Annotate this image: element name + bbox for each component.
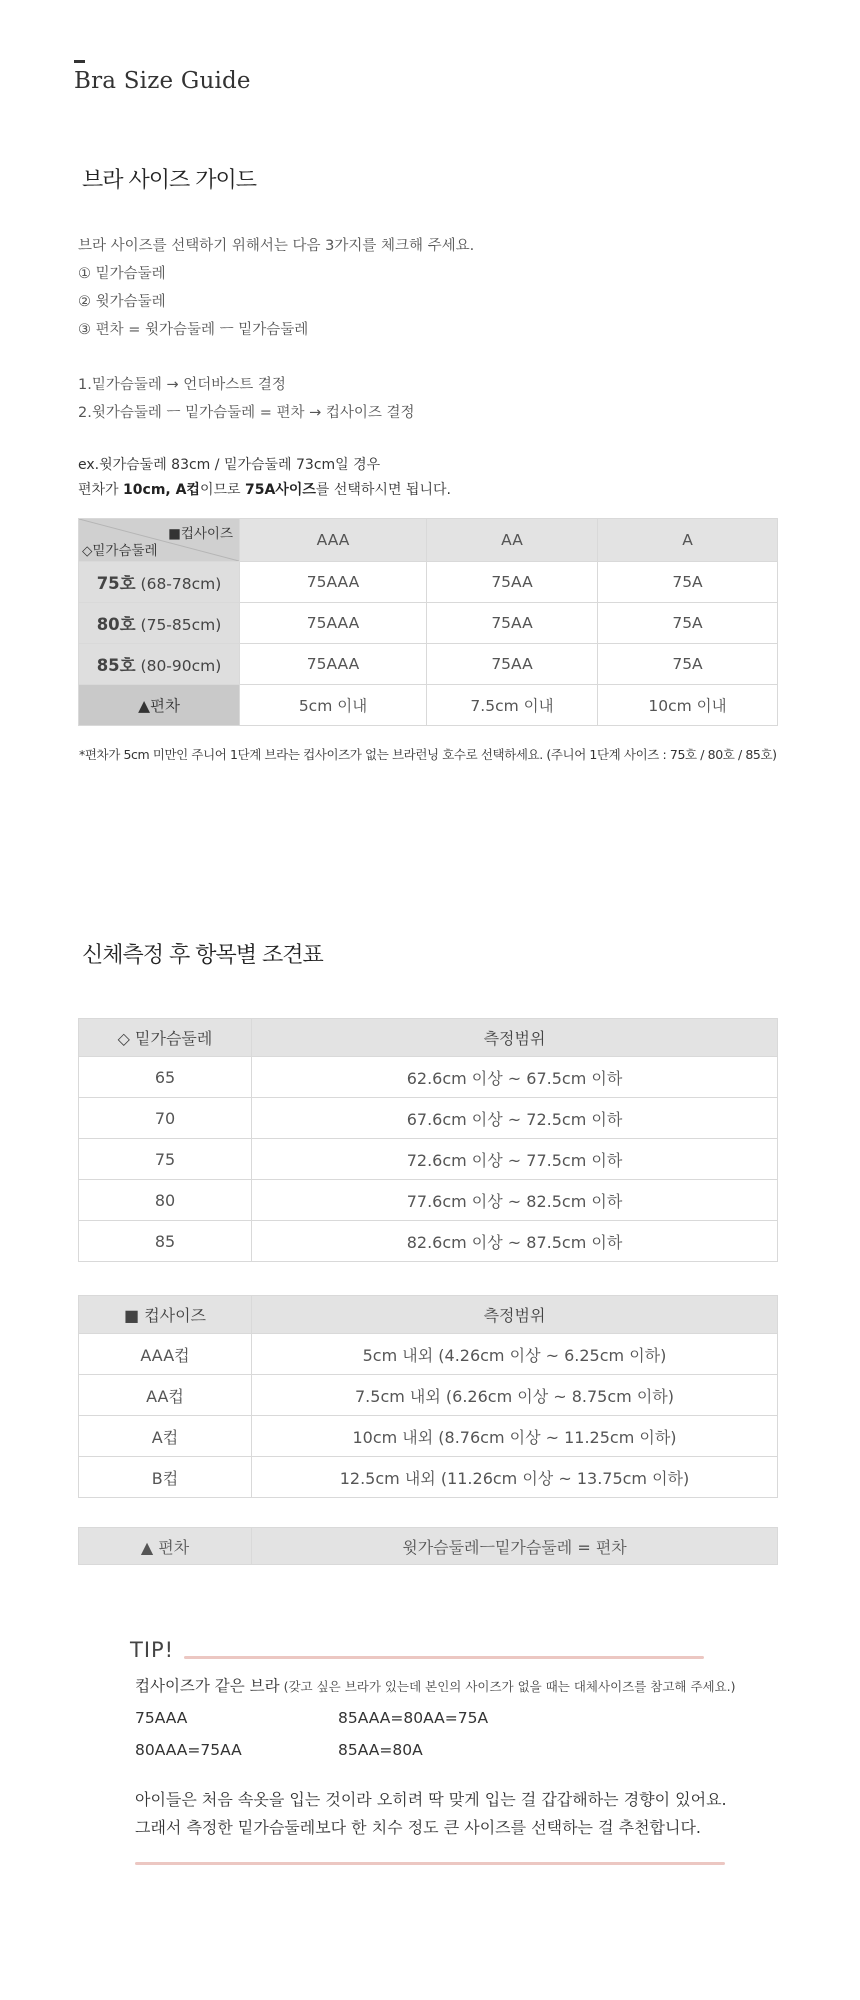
table-row-deviation <box>79 685 778 726</box>
table-cell: 75A <box>598 603 778 644</box>
intro-line: ② 윗가슴둘레 <box>78 294 166 310</box>
table-cell: 62.6cm 이상 ~ 67.5cm 이하 <box>252 1057 778 1098</box>
table-cell: 5cm 내외 (4.26cm 이상 ~ 6.25cm 이하) <box>252 1334 778 1375</box>
table-row <box>79 1221 778 1262</box>
table-cell: 7.5cm 이내 <box>427 685 598 726</box>
example-text <box>78 453 451 503</box>
table-corner-cell <box>79 519 240 562</box>
column-header: ■ 컵사이즈 <box>79 1296 252 1334</box>
page-title: Bra Size Guide <box>74 68 251 94</box>
advice-line: 그래서 측정한 밑가슴둘레보다 한 치수 정도 큰 사이즈를 선택하는 걸 추천합니다. <box>135 1818 701 1837</box>
row-label: ▲편차 <box>79 685 240 726</box>
equivalent-sizes-row <box>135 1702 736 1734</box>
intro-line: ③ 편차 = 윗가슴둘레 ㅡ 밑가슴둘레 <box>78 322 309 338</box>
row-label: 75호 (68-78cm) <box>79 562 240 603</box>
section-heading-measurement-chart: 신체측정 후 항목별 조견표 <box>82 938 323 969</box>
table-header-row <box>79 1296 778 1334</box>
table-cell: 윗가슴둘레ㅡ밑가슴둘레 = 편차 <box>252 1528 778 1565</box>
equivalent-size: 85AA=80A <box>338 1741 423 1759</box>
table-cell: 70 <box>79 1098 252 1139</box>
table-row <box>79 1057 778 1098</box>
column-header: 측정범위 <box>252 1296 778 1334</box>
equivalent-size: 80AAA=75AA <box>135 1741 242 1759</box>
intro-line: ① 밑가슴둘레 <box>78 266 166 282</box>
table-cell: AA컵 <box>79 1375 252 1416</box>
row-label: 80호 (75-85cm) <box>79 603 240 644</box>
cup-size-table <box>78 1295 778 1498</box>
table-row <box>79 1334 778 1375</box>
tip-divider <box>184 1656 704 1659</box>
table-row <box>79 1139 778 1180</box>
table-row <box>79 1416 778 1457</box>
table-cell: 75AA <box>427 603 598 644</box>
table-cell: 80 <box>79 1180 252 1221</box>
equivalent-size: 75AAA <box>135 1709 188 1727</box>
table-cell: 75 <box>79 1139 252 1180</box>
table-cell: 75AAA <box>240 603 427 644</box>
table-cell: 5cm 이내 <box>240 685 427 726</box>
intro-line: 브라 사이즈를 선택하기 위해서는 다음 3가지를 체크해 주세요. <box>78 238 475 254</box>
table-header-row <box>79 1019 778 1057</box>
table-row <box>79 1098 778 1139</box>
table-cell: 75A <box>598 644 778 685</box>
column-header: A <box>598 519 778 562</box>
column-header: AA <box>427 519 598 562</box>
table-cell: 72.6cm 이상 ~ 77.5cm 이하 <box>252 1139 778 1180</box>
table-cell: 67.6cm 이상 ~ 72.5cm 이하 <box>252 1098 778 1139</box>
table-row <box>79 562 778 603</box>
table-cell: 10cm 이내 <box>598 685 778 726</box>
intro-text <box>78 232 474 427</box>
table-cell: B컵 <box>79 1457 252 1498</box>
tip-advice <box>135 1786 727 1842</box>
table-cell: 65 <box>79 1057 252 1098</box>
advice-line: 아이들은 처음 속옷을 입는 것이라 오히려 딱 맞게 입는 걸 갑갑해하는 경향이 있어요. <box>135 1790 727 1809</box>
table-cell: 75AAA <box>240 562 427 603</box>
equivalent-sizes-row <box>135 1734 736 1766</box>
step-line: 2.윗가슴둘레 ㅡ 밑가슴둘레 = 편차 → 컵사이즈 결정 <box>78 405 415 421</box>
table-cell: 75AA <box>427 562 598 603</box>
corner-underbust-label: ◇밑가슴둘레 <box>82 543 158 559</box>
table-row <box>79 1180 778 1221</box>
section-heading-bra-size-guide: 브라 사이즈 가이드 <box>82 163 256 194</box>
corner-cup-label: ■컵사이즈 <box>168 526 233 542</box>
table-header-row <box>79 519 778 562</box>
junior-note: *편차가 5cm 미만인 주니어 1단계 브라는 컵사이즈가 없는 브라런닝 호수로 선택하세요. (주니어 1단계 사이즈 : 75호 / 80호 / 85호) <box>79 747 777 762</box>
example-line-2: 편차가 10cm, A컵이므로 75A사이즈를 선택하시면 됩니다. <box>78 482 451 498</box>
table-cell: 10cm 내외 (8.76cm 이상 ~ 11.25cm 이하) <box>252 1416 778 1457</box>
table-cell: 75AA <box>427 644 598 685</box>
tip-title: TIP! <box>130 1638 175 1662</box>
row-label: 85호 (80-90cm) <box>79 644 240 685</box>
table-cell: 12.5cm 내외 (11.26cm 이상 ~ 13.75cm 이하) <box>252 1457 778 1498</box>
example-line-1: ex.윗가슴둘레 83cm / 밑가슴둘레 73cm일 경우 <box>78 457 381 473</box>
size-table <box>78 518 778 726</box>
table-cell: 82.6cm 이상 ~ 87.5cm 이하 <box>252 1221 778 1262</box>
table-row <box>79 603 778 644</box>
table-cell: 75A <box>598 562 778 603</box>
tip-bottom-divider <box>135 1862 725 1865</box>
table-cell: ▲ 편차 <box>79 1528 252 1565</box>
title-dash <box>74 60 85 63</box>
column-header: AAA <box>240 519 427 562</box>
table-row <box>79 644 778 685</box>
table-row <box>79 1457 778 1498</box>
table-cell: 75AAA <box>240 644 427 685</box>
table-cell: AAA컵 <box>79 1334 252 1375</box>
table-row <box>79 1528 778 1565</box>
table-cell: A컵 <box>79 1416 252 1457</box>
deviation-table <box>78 1527 778 1565</box>
tip-lead: 컵사이즈가 같은 브라 (갖고 싶은 브라가 있는데 본인의 사이즈가 없을 때는 대체사이즈를 참고해 주세요.) <box>135 1677 736 1695</box>
tip-body <box>135 1670 736 1766</box>
column-header: 측정범위 <box>252 1019 778 1057</box>
table-cell: 77.6cm 이상 ~ 82.5cm 이하 <box>252 1180 778 1221</box>
equivalent-size: 85AAA=80AA=75A <box>338 1709 489 1727</box>
table-row <box>79 1375 778 1416</box>
underbust-table <box>78 1018 778 1262</box>
step-line: 1.밑가슴둘레 → 언더바스트 결정 <box>78 377 286 393</box>
table-cell: 7.5cm 내외 (6.26cm 이상 ~ 8.75cm 이하) <box>252 1375 778 1416</box>
column-header: ◇ 밑가슴둘레 <box>79 1019 252 1057</box>
table-cell: 85 <box>79 1221 252 1262</box>
